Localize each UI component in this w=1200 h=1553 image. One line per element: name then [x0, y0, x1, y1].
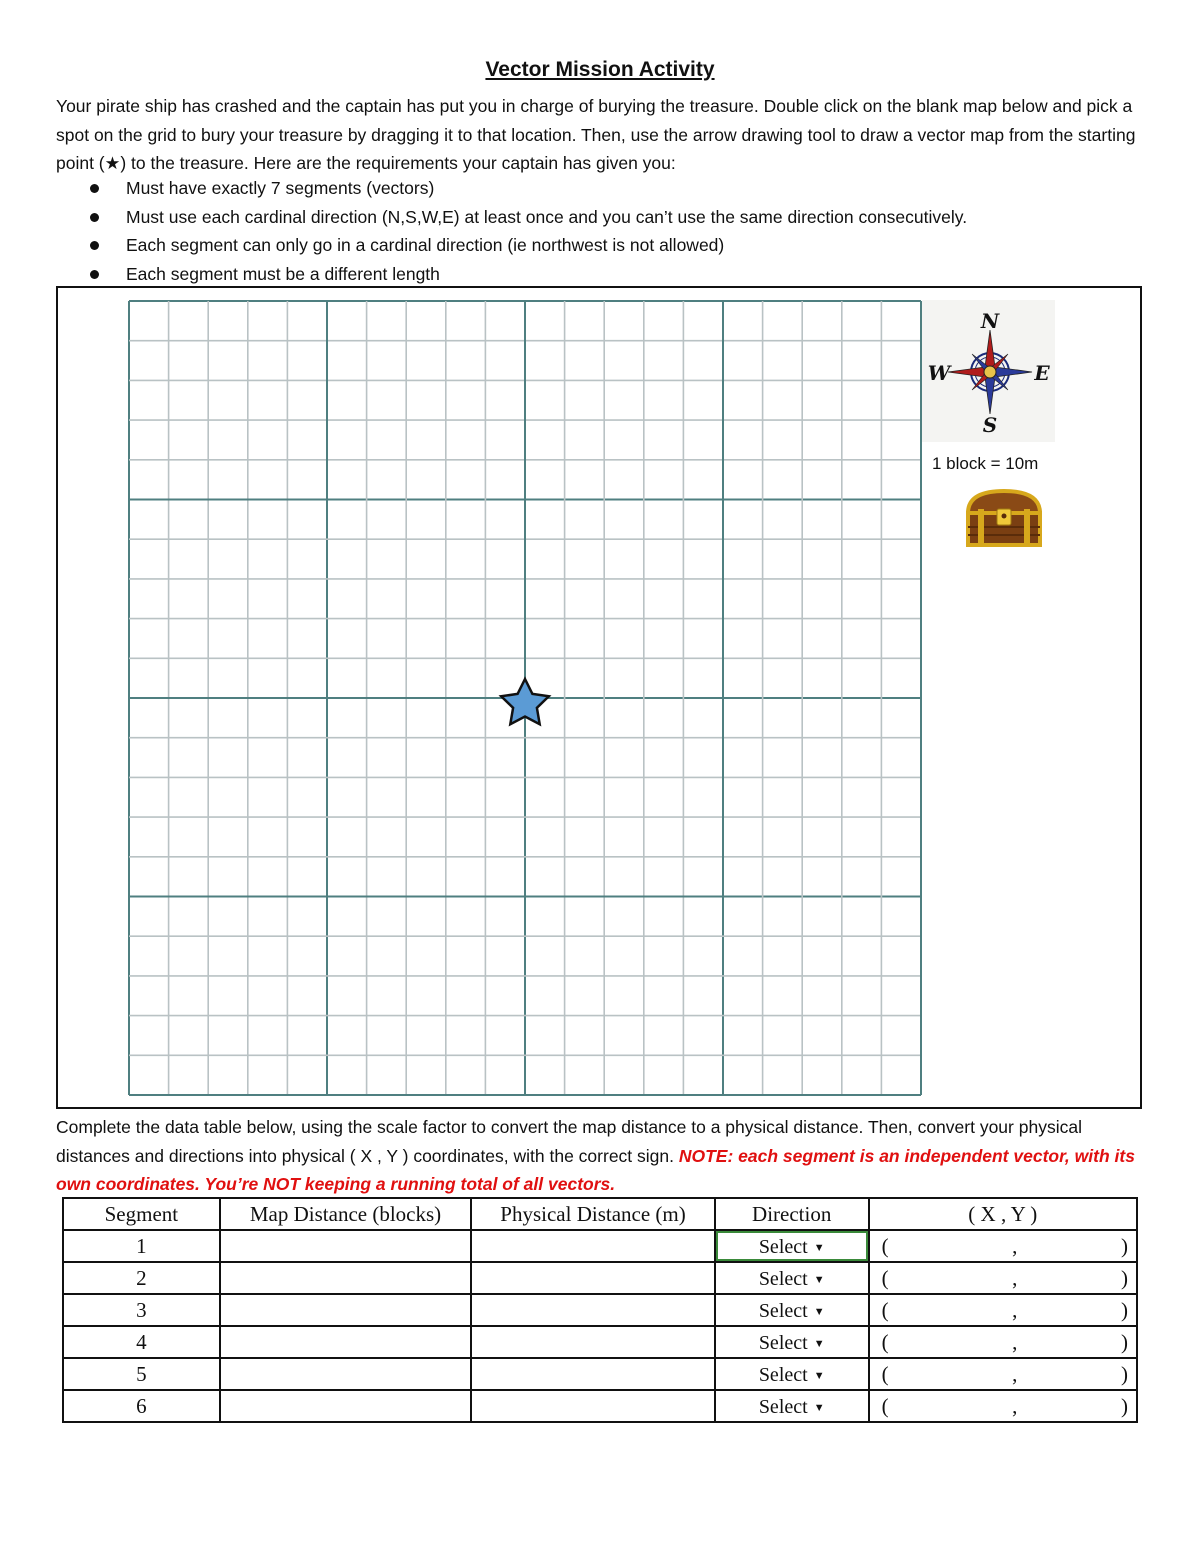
header-physical-distance: Physical Distance (m) — [471, 1198, 715, 1230]
xy-coordinate-cell[interactable]: ( , ) — [869, 1230, 1137, 1262]
segment-number: 2 — [63, 1262, 220, 1294]
compass-east-label: E — [1034, 361, 1050, 385]
list-item: Must have exactly 7 segments (vectors) — [56, 174, 1146, 203]
table-row — [63, 1358, 1137, 1390]
treasure-chest-icon[interactable] — [962, 487, 1046, 554]
bullet-icon — [90, 184, 99, 193]
segment-number: 3 — [63, 1294, 220, 1326]
intro-paragraph: Your pirate ship has crashed and the captain has put you in charge of burying the treasure. Double click on the blank map below and pick a spot on the grid to bury your treasure by dragging it to that location. Then, use the arrow drawing tool to draw a vector map from the starting point (★) to the treasure. Here are the requirements your captain has given you: — [56, 96, 1136, 173]
list-item: Each segment must be a different length — [56, 260, 1146, 289]
note-text: NOTE: each segment is an independent vector, with its own coordinates. You’re NOT keeping a running total of all vectors. — [56, 1145, 1135, 1194]
physical-distance-cell[interactable] — [471, 1390, 715, 1422]
direction-select-label: Select — [758, 1363, 808, 1386]
page-title: Vector Mission Activity — [485, 58, 715, 81]
vector-map-grid[interactable] — [128, 300, 922, 1096]
direction-select[interactable] — [715, 1262, 869, 1294]
direction-select-label: Select — [758, 1235, 808, 1258]
header-xy: ( X , Y ) — [869, 1198, 1137, 1230]
compass-rose — [922, 300, 1055, 442]
direction-select-label: Select — [758, 1267, 808, 1290]
segment-number: 6 — [63, 1390, 220, 1422]
header-segment: Segment — [63, 1198, 220, 1230]
direction-select[interactable] — [715, 1358, 869, 1390]
direction-select[interactable] — [715, 1326, 869, 1358]
compass-north-label: N — [980, 309, 1000, 333]
chevron-down-icon: ▼ — [813, 1337, 825, 1350]
bullet-icon — [90, 241, 99, 250]
xy-coordinate-cell[interactable]: ( , ) — [869, 1358, 1137, 1390]
scale-label: 1 block = 10m — [932, 454, 1039, 473]
star-icon[interactable] — [501, 679, 549, 724]
bullet-icon — [90, 213, 99, 222]
table-header-row — [63, 1198, 1137, 1230]
xy-coordinate-cell[interactable]: ( , ) — [869, 1390, 1137, 1422]
physical-distance-cell[interactable] — [471, 1326, 715, 1358]
xy-coordinate-cell[interactable]: ( , ) — [869, 1262, 1137, 1294]
direction-select[interactable] — [715, 1294, 869, 1326]
table-row — [63, 1230, 1137, 1262]
requirements-list — [56, 174, 1146, 288]
map-distance-cell[interactable] — [220, 1390, 472, 1422]
map-distance-cell[interactable] — [220, 1230, 472, 1262]
direction-select-label: Select — [758, 1299, 808, 1322]
physical-distance-cell[interactable] — [471, 1358, 715, 1390]
list-item: Each segment can only go in a cardinal direction (ie northwest is not allowed) — [56, 231, 1146, 260]
table-row — [63, 1262, 1137, 1294]
map-distance-cell[interactable] — [220, 1294, 472, 1326]
chevron-down-icon: ▼ — [813, 1273, 825, 1286]
segment-number: 4 — [63, 1326, 220, 1358]
header-direction: Direction — [715, 1198, 869, 1230]
table-row — [63, 1390, 1137, 1422]
chevron-down-icon: ▼ — [813, 1369, 825, 1382]
physical-distance-cell[interactable] — [471, 1262, 715, 1294]
data-table — [62, 1197, 1138, 1423]
segment-number: 1 — [63, 1230, 220, 1262]
direction-select-label: Select — [758, 1395, 808, 1418]
compass-south-label: S — [982, 413, 998, 437]
map-distance-cell[interactable] — [220, 1262, 472, 1294]
table-row — [63, 1326, 1137, 1358]
physical-distance-cell[interactable] — [471, 1230, 715, 1262]
chevron-down-icon: ▼ — [813, 1305, 825, 1318]
compass-west-label: W — [927, 361, 951, 385]
table-row — [63, 1294, 1137, 1326]
segment-number: 5 — [63, 1358, 220, 1390]
bullet-icon — [90, 270, 99, 279]
xy-coordinate-cell[interactable]: ( , ) — [869, 1294, 1137, 1326]
physical-distance-cell[interactable] — [471, 1294, 715, 1326]
direction-select-label: Select — [758, 1331, 808, 1354]
table-instructions: Complete the data table below, using the scale factor to convert the map distance to a physical distance. Then, convert your physical distances and directions into physical ( X , Y ) coordinates, with the correct sign. NOTE: each segment is an independent vector, with its own coordinates. You’re NOT keeping a running total of all vectors. — [56, 1117, 1135, 1194]
chevron-down-icon: ▼ — [813, 1401, 825, 1414]
list-item: Must use each cardinal direction (N,S,W,E) at least once and you can’t use the same direction consecutively. — [56, 203, 1146, 232]
direction-select[interactable] — [715, 1230, 869, 1262]
map-distance-cell[interactable] — [220, 1326, 472, 1358]
direction-select[interactable] — [715, 1390, 869, 1422]
map-distance-cell[interactable] — [220, 1358, 472, 1390]
chevron-down-icon: ▼ — [813, 1241, 825, 1254]
xy-coordinate-cell[interactable]: ( , ) — [869, 1326, 1137, 1358]
header-map-distance: Map Distance (blocks) — [220, 1198, 472, 1230]
